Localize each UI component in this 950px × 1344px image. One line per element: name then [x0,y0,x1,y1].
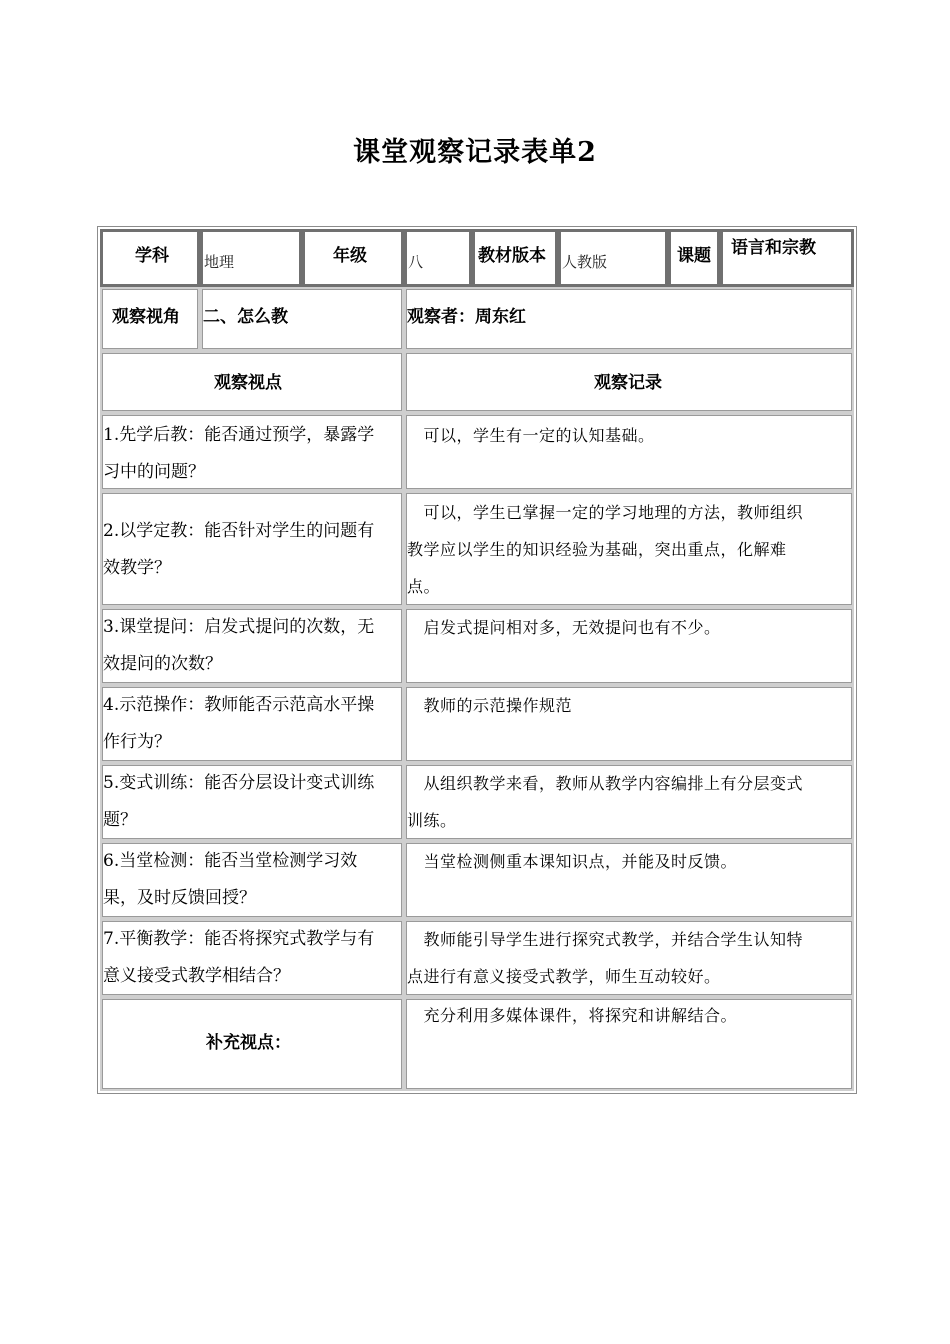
point-text-6b: 果，及时反馈回授？ [103,888,256,908]
point-text-5a: 5.变式训练：能否分层设计变式训练 [103,773,375,793]
record-cell-1 [404,413,854,491]
observation-table [97,226,857,1094]
edition-value: 人教版 [562,253,608,271]
point-text-3b: 效提问的次数？ [103,654,222,674]
point-text-3a: 3.课堂提问：启发式提问的次数，无 [103,617,375,637]
angle-label: 观察视角 [112,307,180,327]
angle-value-cell [200,287,404,351]
supplement-label: 补充视点： [206,1033,291,1053]
point-text-4b: 作行为？ [103,732,171,752]
point-text-2b: 效教学？ [103,558,171,578]
record-cell-6 [404,841,854,919]
record-text-7a: 教师能引导学生进行探究式教学，并结合学生认知特 [407,930,804,949]
point-text-5b: 题？ [103,810,137,830]
point-cell-7 [100,919,404,997]
edition-label-cell [472,229,558,287]
angle-value: 二、怎么教 [203,307,288,327]
angle-label-cell [100,287,200,351]
point-text-4a: 4.示范操作：教师能否示范高水平操 [103,695,375,715]
topic-label-cell [668,229,720,287]
supplement-label-cell [100,997,404,1091]
record-text-3a: 启发式提问相对多，无效提问也有不少。 [407,618,721,637]
edition-label: 教材版本 [478,246,546,266]
grade-value: 八 [408,253,424,271]
record-text-2a: 可以，学生已掌握一定的学习地理的方法，教师组织 [407,503,804,522]
observer-cell [404,287,854,351]
observer: 观察者：周东红 [407,307,526,327]
point-text-7b: 意义接受式教学相结合？ [103,966,290,986]
supplement-record-cell [404,997,854,1091]
point-cell-6 [100,841,404,919]
topic-label: 课题 [677,246,711,266]
record-text-7b: 点进行有意义接受式教学，师生互动较好。 [407,967,721,986]
record-text-5b: 训练。 [407,811,457,830]
record-text-6a: 当堂检测侧重本课知识点，并能及时反馈。 [407,852,738,871]
topic-value-cell [720,229,854,287]
grade-value-cell [404,229,472,287]
grade-label-cell [302,229,404,287]
record-text-5a: 从组织教学来看，教师从教学内容编排上有分层变式 [407,774,804,793]
point-text-1b: 习中的问题？ [103,462,205,482]
point-text-2a: 2.以学定教：能否针对学生的问题有 [103,521,375,541]
record-cell-2 [404,491,854,607]
edition-value-cell [558,229,668,287]
point-cell-1 [100,413,404,491]
record-cell-7 [404,919,854,997]
points-header: 观察视点 [214,373,282,393]
record-cell-5 [404,763,854,841]
point-cell-2 [100,491,404,607]
points-header-cell [100,351,404,413]
record-text-1a: 可以，学生有一定的认知基础。 [407,426,655,445]
subject-value: 地理 [204,253,235,271]
record-cell-3 [404,607,854,685]
record-cell-4 [404,685,854,763]
point-cell-4 [100,685,404,763]
subject-value-cell [200,229,302,287]
point-cell-3 [100,607,404,685]
record-text-2c: 点。 [407,577,441,596]
page-title: 课堂观察记录表单2 [353,137,597,168]
point-cell-5 [100,763,404,841]
point-text-6a: 6.当堂检测：能否当堂检测学习效 [103,851,358,871]
grade-label: 年级 [333,246,367,266]
subject-label: 学科 [135,246,169,266]
supplement-record: 充分利用多媒体课件，将探究和讲解结合。 [407,1006,738,1025]
record-text-4a: 教师的示范操作规范 [407,696,573,715]
topic-value: 语言和宗教 [731,238,816,258]
subject-label-cell [100,229,200,287]
records-header-cell [404,351,854,413]
record-text-2b: 教学应以学生的知识经验为基础，突出重点，化解难 [407,540,787,559]
point-text-7a: 7.平衡教学：能否将探究式教学与有 [103,929,375,949]
records-header: 观察记录 [594,373,662,393]
point-text-1a: 1.先学后教：能否通过预学，暴露学 [103,425,375,445]
